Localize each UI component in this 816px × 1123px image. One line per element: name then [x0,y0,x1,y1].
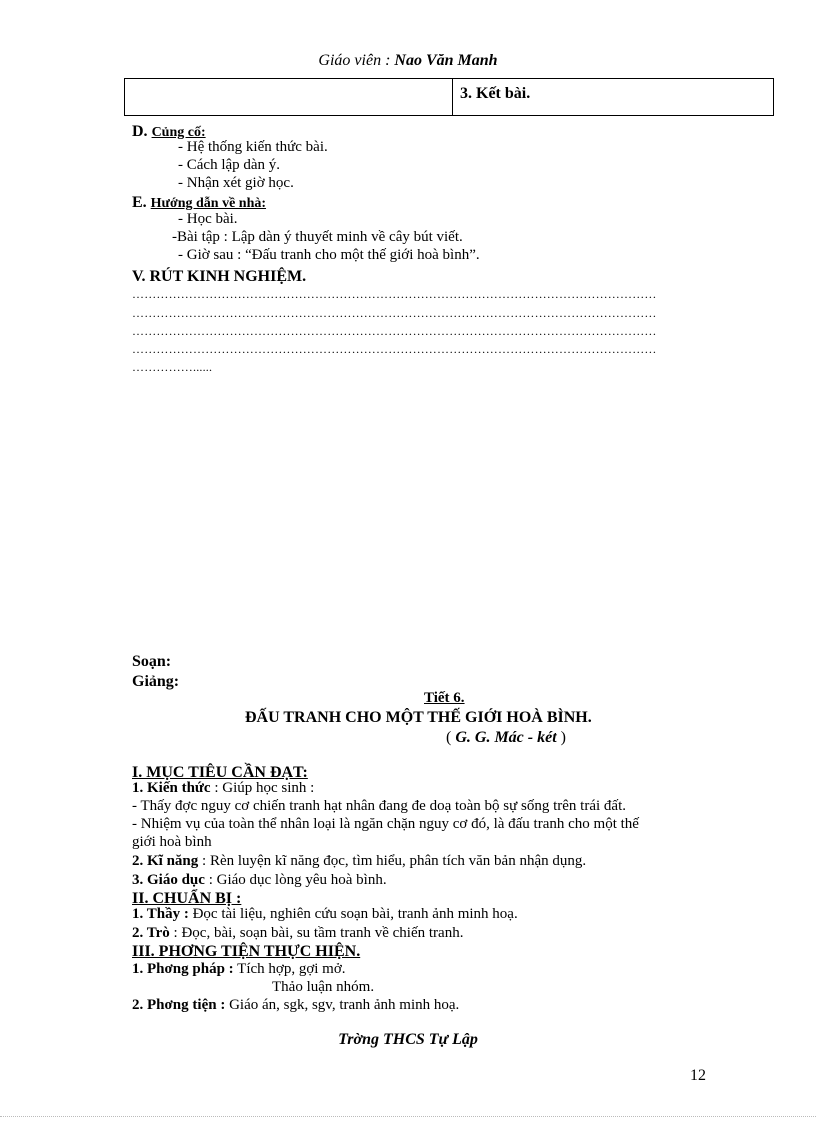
student-label: 2. Trò [132,925,170,941]
prep-teacher [132,906,518,923]
page-header [0,52,816,70]
list-item: - Thấy đợc nguy cơ chiến tranh hạt nhân đang đe doạ toàn bộ sự sống trên trái đất. [132,798,626,814]
section-d-title: Củng cố: [151,125,206,140]
method-text: Tích hợp, gợi mở. [233,961,346,977]
skills-label: 2. Kĩ năng [132,853,199,869]
dotted-line: ………………………………………………………………………………………………………………… [132,287,657,301]
table-divider [452,79,453,115]
school-name: Trờng THCS Tự Lập [338,1031,478,1048]
objective-education [132,872,387,889]
means-row [132,997,459,1014]
section-iii-title: III. PHƠNG TIỆN THỰC HIỆN. [132,943,361,960]
dotted-line: ………………………………………………………………………………………………………………… [132,324,657,338]
dotted-line: ……………...... [132,360,213,374]
section-i-title: I. MỤC TIÊU CẦN ĐẠT: [132,764,308,781]
means-label: 2. Phơng tiện : [132,997,226,1013]
author-paren-close: ) [560,729,566,746]
list-item: - Học bài. [178,211,238,227]
list-item: - Cách lập dàn ý. [178,157,281,173]
objective-knowledge [132,780,314,797]
method-label: 1. Phơng pháp : [132,961,234,977]
means-text: Giáo án, sgk, sgv, tranh ảnh minh hoạ. [225,997,460,1013]
page-number: 12 [690,1067,706,1084]
giang-label: Giảng: [132,673,180,690]
objective-skills [132,853,586,870]
teacher-label: 1. Thầy : [132,906,189,922]
method-row [132,961,346,978]
education-label: 3. Giáo dục [132,872,205,888]
section-e-letter: E. [132,194,147,211]
section-ii-title: II. CHUẨN BỊ : [132,890,242,907]
table-cell: 3. Kết bài. [460,85,531,102]
header-label: Giáo viên : [318,52,391,69]
lesson-number: Tiết 6. [424,690,465,706]
student-text: : Đọc, bài, soạn bài, su tầm tranh về chiến tranh. [169,925,464,941]
method-text-2: Thảo luận nhóm. [272,979,375,995]
list-item: - Nhận xét giờ học. [178,175,294,191]
dotted-line: ………………………………………………………………………………………………………………… [132,306,657,320]
lesson-title: ĐẤU TRANH CHO MỘT THẾ GIỚI HOÀ BÌNH. [245,709,592,726]
prep-student [132,925,463,942]
page-bottom-border [0,1116,816,1117]
list-item: - Hệ thống kiến thức bài. [178,139,328,155]
lesson-table [124,78,774,116]
teacher-name: Nao Văn Manh [394,52,498,69]
section-d-letter: D. [132,123,148,140]
author-name: G. G. Mác - két [455,729,557,746]
teacher-text: Đọc tài liệu, nghiên cứu soạn bài, tranh ảnh minh hoạ. [188,906,518,922]
dotted-line: ………………………………………………………………………………………………………………… [132,342,657,356]
knowledge-label: 1. Kiến thức [132,780,211,796]
section-e-heading [132,194,266,212]
soan-label: Soạn: [132,653,172,670]
section-e-title: Hướng dẫn về nhà: [150,196,267,211]
section-v-title: V. RÚT KINH NGHIỆM. [132,268,307,285]
knowledge-text: : Giúp học sinh : [210,780,315,796]
author-paren-open: ( [446,729,452,746]
lesson-author [446,729,566,747]
list-item: - Giờ sau : “Đấu tranh cho một thế giới hoà bình”. [178,247,480,263]
list-item: giới hoà bình [132,834,212,850]
education-text: : Giáo dục lòng yêu hoà bình. [204,872,387,888]
list-item: -Bài tập : Lập dàn ý thuyết minh về cây bút viết. [172,229,463,245]
list-item: - Nhiệm vụ của toàn thể nhân loại là ngăn chặn nguy cơ đó, là đấu tranh cho một thế [132,816,639,832]
skills-text: : Rèn luyện kĩ năng đọc, tìm hiểu, phân tích văn bản nhận dụng. [198,853,587,869]
